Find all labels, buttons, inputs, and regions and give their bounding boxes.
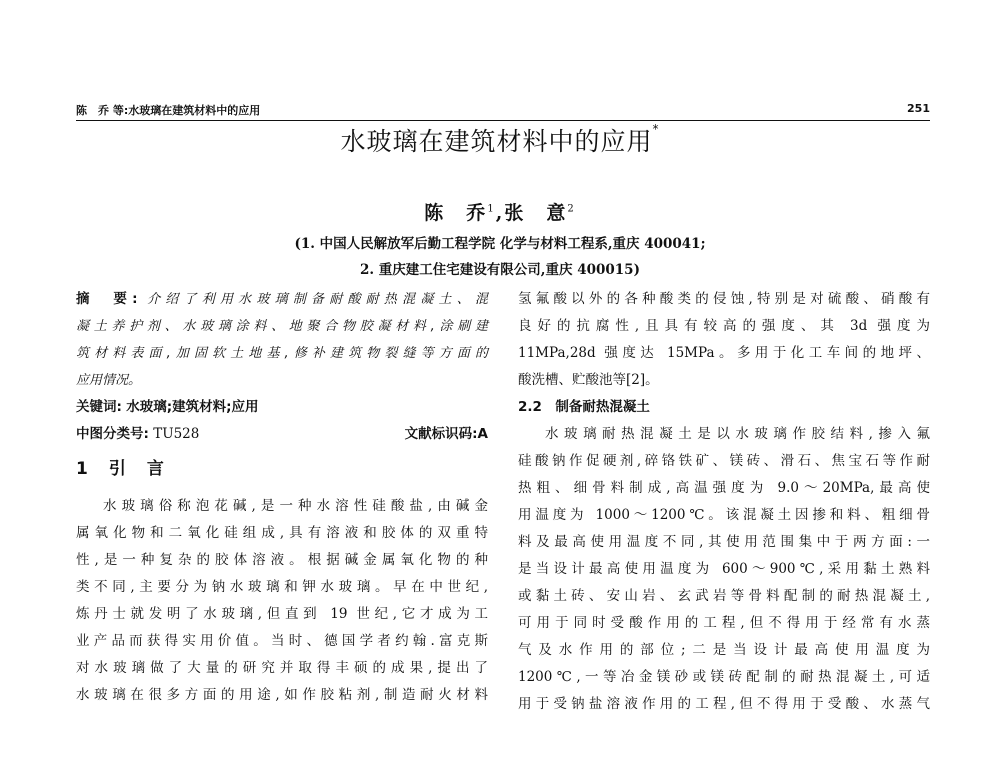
body-line: 对水玻璃做了大量的研究并取得丰硕的成果,提出了 <box>76 660 488 676</box>
author-line <box>0 198 1000 225</box>
body-line: 硅酸钠作促硬剂,碎铬铁矿、镁砖、滑石、焦宝石等作耐 <box>518 453 930 469</box>
body-line: 类不同,主要分为钠水玻璃和钾水玻璃。早在中世纪, <box>76 579 488 595</box>
body-line: 1200℃,一等冶金镁砂或镁砖配制的耐热混凝土,可适 <box>518 669 930 685</box>
abstract-label: 摘 要: <box>76 291 138 307</box>
body-line: 炼丹士就发明了水玻璃,但直到 19 世纪,它才成为工 <box>76 606 488 622</box>
subsection-heading: 2.2 制备耐热混凝土 <box>518 399 650 415</box>
abstract-line: 应用情况。 <box>76 373 142 388</box>
body-line: 或黏土砖、安山岩、玄武岩等骨料配制的耐热混凝土, <box>518 588 930 604</box>
body-line: 氢氟酸以外的各种酸类的侵蚀,特别是对硫酸、硝酸有 <box>518 291 930 307</box>
body-line: 是当设计最高使用温度为 600～900℃,采用黏土熟料 <box>518 561 930 577</box>
body-line: 酸洗槽、贮酸池等[2]。 <box>518 372 659 388</box>
page-number: 251 <box>907 102 930 115</box>
classification-code: TU528 <box>153 426 200 442</box>
author-1-affil-mark: 1 <box>487 203 496 215</box>
affiliation-1: (1. 中国人民解放军后勤工程学院 化学与材料工程系,重庆 400041; <box>294 236 706 252</box>
body-line: 水玻璃俗称泡花碱,是一种水溶性硅酸盐,由碱金 <box>103 498 488 514</box>
title-footnote-mark: * <box>652 122 660 136</box>
body-line: 用温度为 1000～1200℃。该混凝土因掺和料、粗细骨 <box>518 507 930 523</box>
body-line: 用于受钠盐溶液作用的工程,但不得用于受酸、水蒸气 <box>518 696 930 712</box>
abstract-text: 介绍了利用水玻璃制备耐酸耐热混凝土、混 <box>147 292 488 307</box>
keywords-text: 水玻璃;建筑材料;应用 <box>126 399 259 415</box>
classification-label: 中图分类号: <box>76 426 149 442</box>
body-line: 水玻璃耐热混凝土是以水玻璃作胶结料,掺入氟 <box>545 426 930 442</box>
author-2-affil-mark: 2 <box>567 203 576 215</box>
article-title-block <box>0 122 1000 158</box>
affiliation-2: 2. 重庆建工住宅建设有限公司,重庆 400015) <box>360 262 640 278</box>
article-title: 水玻璃在建筑材料中的应用 <box>340 127 653 156</box>
body-line: 热粗、细骨料制成,高温强度为 9.0～20MPa,最高使 <box>518 480 930 496</box>
body-line: 11MPa,28d 强度达 15MPa。多用于化工车间的地坪、 <box>518 345 930 361</box>
running-title: 陈 乔 等:水玻璃在建筑材料中的应用 <box>76 104 261 117</box>
body-line: 属氧化物和二氧化硅组成,具有溶液和胶体的双重特 <box>76 525 488 541</box>
body-line: 气及水作用的部位;二是当设计最高使用温度为 <box>518 642 930 658</box>
body-line: 可用于同时受酸作用的工程,但不得用于经常有水蒸 <box>518 615 930 631</box>
body-line: 料及最高使用温度不同,其使用范围集中于两方面:一 <box>518 534 930 550</box>
abstract-line: 凝土养护剂、水玻璃涂料、地聚合物胶凝材料,涂刷建 <box>76 319 488 334</box>
body-line: 业产品而获得实用价值。当时、德国学者约翰.富克斯 <box>76 633 488 649</box>
classification-line <box>76 421 488 448</box>
running-header <box>76 102 930 121</box>
section-heading: 1 引 言 <box>76 459 166 479</box>
abstract-line: 筑材料表面,加固软土地基,修补建筑物裂缝等方面的 <box>76 346 488 361</box>
keywords-line <box>76 394 488 421</box>
keywords-label: 关键词: <box>76 399 122 415</box>
author-1: 陈 乔 <box>424 202 488 224</box>
right-column <box>518 286 930 718</box>
author-separator: , <box>495 202 505 224</box>
document-code: 文献标识码:A <box>404 426 488 442</box>
left-column <box>76 286 488 709</box>
body-line: 性,是一种复杂的胶体溶液。根据碱金属氧化物的种 <box>76 552 488 568</box>
abstract-line <box>76 286 488 313</box>
author-2: 张 意 <box>504 202 568 224</box>
body-line: 水玻璃在很多方面的用途,如作胶粘剂,制造耐火材料 <box>76 687 488 703</box>
body-line: 良好的抗腐性,且具有较高的强度、其 3d 强度为 <box>518 318 930 334</box>
